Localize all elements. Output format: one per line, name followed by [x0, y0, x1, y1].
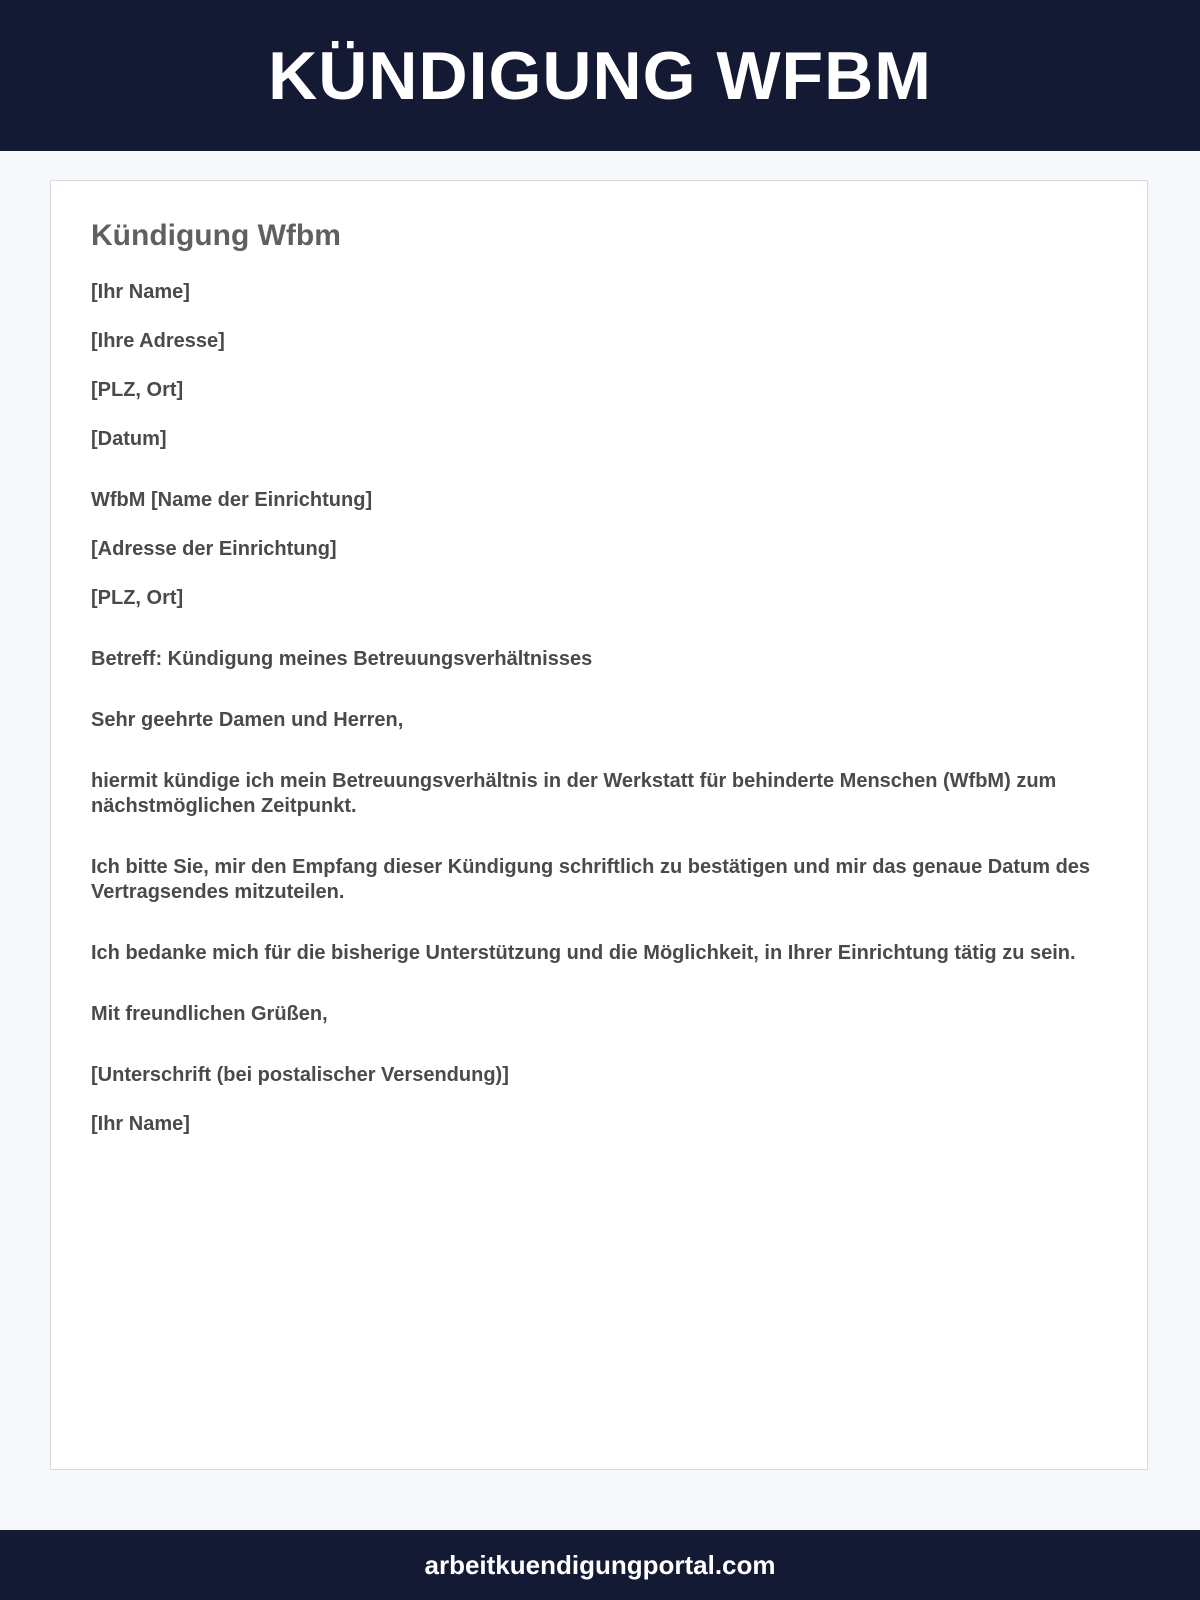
- page-header: [0, 0, 1200, 151]
- page-title: KÜNDIGUNG WFBM: [268, 37, 932, 114]
- recipient-address: [Adresse der Einrichtung]: [91, 538, 337, 560]
- letter-salutation: Sehr geehrte Damen und Herren,: [91, 709, 404, 731]
- letter-paragraph: Ich bedanke mich für die bisherige Unterstützung und die Möglichkeit, in Ihrer Einrichtung tätig zu sein.: [91, 942, 1076, 964]
- footer-site-link[interactable]: arbeitkuendigungportal.com: [424, 1549, 776, 1580]
- document-title: Kündigung Wfbm: [91, 219, 341, 252]
- sender-name: [Ihr Name]: [91, 281, 190, 303]
- recipient-name: WfbM [Name der Einrichtung]: [91, 489, 373, 511]
- letter-subject: Betreff: Kündigung meines Betreuungsverhältnisses: [91, 648, 593, 670]
- letter-paragraph: Ich bitte Sie, mir den Empfang dieser Kündigung schriftlich zu bestätigen und mir das genaue Datum des Vertragsendes mitzuteilen.: [91, 856, 1091, 903]
- letter-paragraph: hiermit kündige ich mein Betreuungsverhältnis in der Werkstatt für behinderte Menschen (WfbM) zum nächstmöglichen Zeitpunkt.: [91, 770, 1057, 817]
- letter-closing: Mit freundlichen Grüßen,: [91, 1003, 328, 1025]
- sender-city: [PLZ, Ort]: [91, 379, 184, 401]
- page-footer: [0, 1530, 1200, 1600]
- sender-address: [Ihre Adresse]: [91, 330, 225, 352]
- signer-name: [Ihr Name]: [91, 1113, 190, 1135]
- letter-card: [50, 180, 1148, 1470]
- letter-date: [Datum]: [91, 428, 167, 450]
- recipient-city: [PLZ, Ort]: [91, 587, 184, 609]
- signature-placeholder: [Unterschrift (bei postalischer Versendung)]: [91, 1064, 509, 1086]
